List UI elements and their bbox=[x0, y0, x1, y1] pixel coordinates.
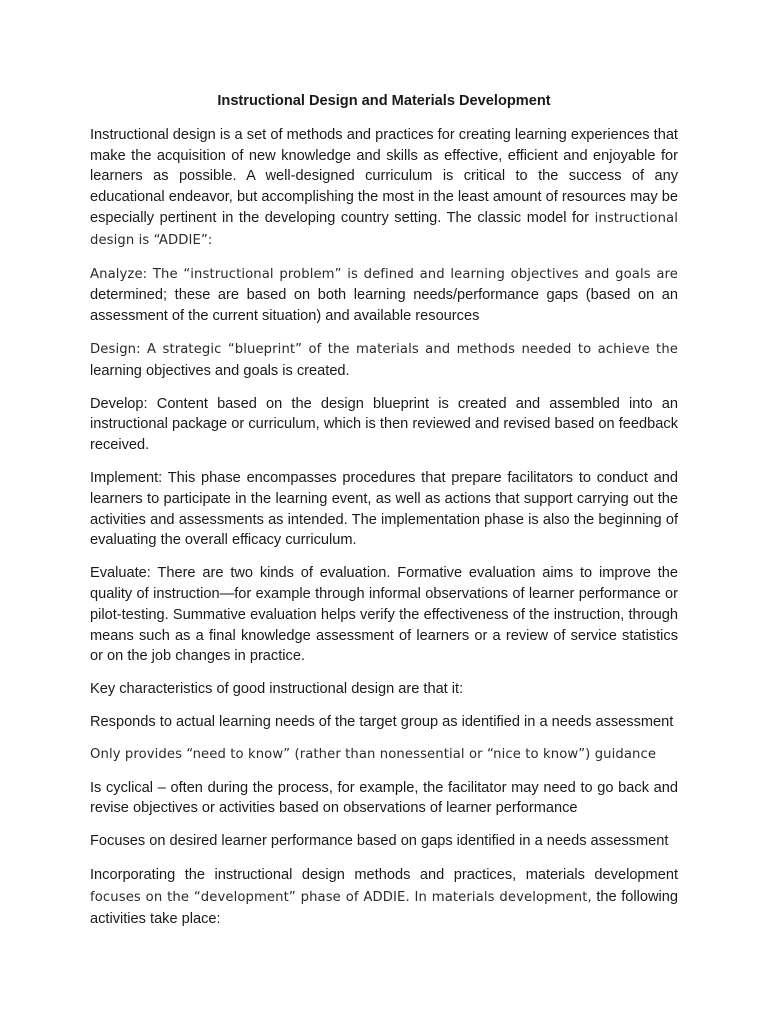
analyze-paragraph bbox=[90, 264, 678, 327]
incorporating-text-1: Incorporating the instructional design methods and practices, materials development bbox=[90, 866, 678, 883]
document-title: Instructional Design and Materials Development bbox=[217, 93, 551, 109]
evaluate-paragraph: Evaluate: There are two kinds of evaluation. Formative evaluation aims to improve the quality of instruction—for example through informal observations of learner performance or pilot-testing. Summative evaluation helps verify the effectiveness of the instruction, through means such as a final knowledge assessment of learners or a review of service statistics or on the job changes in practice. bbox=[90, 565, 678, 665]
incorporating-paragraph bbox=[90, 865, 678, 929]
characteristic-only-provides: Only provides “need to know” (rather than nonessential or “nice to know”) guidance bbox=[90, 746, 657, 762]
characteristic-focuses: Focuses on desired learner performance based on gaps identified in a needs assessment bbox=[90, 833, 669, 850]
intro-text: Instructional design is a set of methods and practices for creating learning experiences that make the acquisition of new knowledge and skills as effective, efficient and enjoyable for learners as possible. A well-designed curriculum is critical to the success of any educational endeavor, but accomplishing the most in the least amount of resources may be especially pertinent in the developing country setting. The classic model for bbox=[90, 126, 678, 226]
implement-paragraph: Implement: This phase encompasses procedures that prepare facilitators to conduct and learners to participate in the learning event, as well as actions that support carrying out the activities and assessments as intended. The implementation phase is also the beginning of evaluating the overall efficacy curriculum. bbox=[90, 469, 678, 549]
intro-tail-text: instructional design is “ADDIE”: bbox=[90, 210, 678, 248]
analyze-lead-text: Analyze: The “instructional problem” is defined and learning objectives and goals are bbox=[90, 266, 678, 282]
design-paragraph bbox=[90, 339, 678, 382]
design-rest-text: learning objectives and goals is created. bbox=[90, 362, 350, 379]
incorporating-text-2: focuses on the “development” phase of ADDIE. In materials development, bbox=[90, 889, 592, 905]
key-characteristics-intro: Key characteristics of good instructional design are that it: bbox=[90, 681, 464, 698]
design-lead-text: Design: A strategic “blueprint” of the materials and methods needed to achieve the bbox=[90, 341, 678, 357]
analyze-rest-text: determined; these are based on both learning needs/performance gaps (based on an assessment of the current situation) and available resources bbox=[90, 287, 678, 325]
characteristic-cyclical: Is cyclical – often during the process, for example, the facilitator may need to go back and revise objectives or activities based on observations of learner performance bbox=[90, 779, 678, 817]
intro-paragraph bbox=[90, 125, 678, 252]
develop-paragraph: Develop: Content based on the design blueprint is created and assembled into an instructional package or curriculum, which is then reviewed and revised based on feedback received. bbox=[90, 395, 678, 454]
characteristic-responds: Responds to actual learning needs of the target group as identified in a needs assessment bbox=[90, 713, 674, 730]
incorporating-text-3: the following activities take place: bbox=[90, 888, 678, 927]
